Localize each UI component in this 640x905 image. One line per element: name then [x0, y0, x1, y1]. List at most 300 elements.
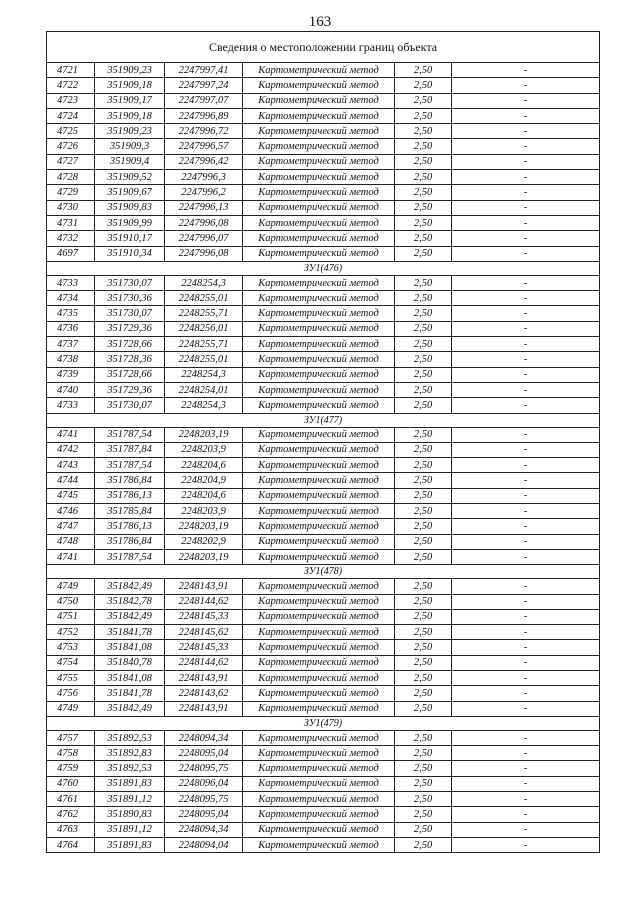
section-label: ЗУ1(479) — [47, 716, 600, 730]
table-row — [47, 792, 600, 807]
accuracy-cell: 2,50 — [395, 579, 452, 594]
coord-y: 2247996,72 — [165, 124, 243, 139]
coord-y: 2248143,91 — [165, 670, 243, 685]
coord-y: 2248204,9 — [165, 473, 243, 488]
method-cell: Картометрический метод — [243, 154, 395, 169]
point-number: 4764 — [47, 837, 95, 852]
coord-y: 2248094,04 — [165, 837, 243, 852]
coord-x: 351909,67 — [95, 185, 165, 200]
table-row — [47, 686, 600, 701]
coord-y: 2247996,3 — [165, 170, 243, 185]
dash-cell: - — [452, 594, 600, 609]
coord-y: 2248145,33 — [165, 609, 243, 624]
coord-x: 351786,13 — [95, 488, 165, 503]
point-number: 4733 — [47, 275, 95, 290]
dash-cell: - — [452, 549, 600, 564]
coord-y: 2247996,2 — [165, 185, 243, 200]
coord-y: 2247996,42 — [165, 154, 243, 169]
coord-y: 2248145,33 — [165, 640, 243, 655]
coord-y: 2248254,3 — [165, 398, 243, 413]
method-cell: Картометрический метод — [243, 549, 395, 564]
point-number: 4732 — [47, 231, 95, 246]
accuracy-cell: 2,50 — [395, 275, 452, 290]
coord-y: 2247996,13 — [165, 200, 243, 215]
accuracy-cell: 2,50 — [395, 398, 452, 413]
table-row — [47, 231, 600, 246]
accuracy-cell: 2,50 — [395, 337, 452, 352]
dash-cell: - — [452, 246, 600, 261]
table-row — [47, 504, 600, 519]
coord-x: 351786,13 — [95, 519, 165, 534]
coord-y: 2248203,19 — [165, 519, 243, 534]
point-number: 4731 — [47, 215, 95, 230]
coord-x: 351728,66 — [95, 337, 165, 352]
boundary-table — [46, 31, 600, 853]
dash-cell: - — [452, 200, 600, 215]
point-number: 4741 — [47, 549, 95, 564]
coord-y: 2248203,9 — [165, 442, 243, 457]
coord-y: 2247997,41 — [165, 63, 243, 78]
table-row — [47, 458, 600, 473]
point-number: 4757 — [47, 730, 95, 745]
table-row — [47, 321, 600, 336]
table-row — [47, 776, 600, 791]
method-cell: Картометрический метод — [243, 792, 395, 807]
coord-x: 351787,54 — [95, 427, 165, 442]
accuracy-cell: 2,50 — [395, 519, 452, 534]
section-label: ЗУ1(478) — [47, 565, 600, 579]
accuracy-cell: 2,50 — [395, 200, 452, 215]
coord-x: 351787,54 — [95, 549, 165, 564]
table-row — [47, 382, 600, 397]
table-row — [47, 655, 600, 670]
method-cell: Картометрический метод — [243, 124, 395, 139]
point-number: 4743 — [47, 458, 95, 473]
point-number: 4749 — [47, 701, 95, 716]
table-row — [47, 701, 600, 716]
dash-cell: - — [452, 215, 600, 230]
table-row — [47, 579, 600, 594]
method-cell: Картометрический метод — [243, 655, 395, 670]
coord-y: 2248095,75 — [165, 761, 243, 776]
coord-y: 2248255,71 — [165, 337, 243, 352]
accuracy-cell: 2,50 — [395, 746, 452, 761]
table-row — [47, 139, 600, 154]
coord-x: 351892,83 — [95, 746, 165, 761]
table-row — [47, 427, 600, 442]
table-row — [47, 746, 600, 761]
coord-y: 2248095,04 — [165, 807, 243, 822]
accuracy-cell: 2,50 — [395, 291, 452, 306]
coord-x: 351841,78 — [95, 625, 165, 640]
coord-x: 351891,12 — [95, 792, 165, 807]
method-cell: Картометрический метод — [243, 519, 395, 534]
dash-cell: - — [452, 670, 600, 685]
method-cell: Картометрический метод — [243, 321, 395, 336]
dash-cell: - — [452, 488, 600, 503]
table-title: Сведения о местоположении границ объекта — [47, 32, 600, 63]
table-row — [47, 154, 600, 169]
dash-cell: - — [452, 792, 600, 807]
accuracy-cell: 2,50 — [395, 473, 452, 488]
method-cell: Картометрический метод — [243, 63, 395, 78]
table-row — [47, 367, 600, 382]
coord-y: 2248095,04 — [165, 746, 243, 761]
coord-y: 2248096,04 — [165, 776, 243, 791]
method-cell: Картометрический метод — [243, 807, 395, 822]
coord-y: 2248203,19 — [165, 549, 243, 564]
point-number: 4753 — [47, 640, 95, 655]
point-number: 4760 — [47, 776, 95, 791]
method-cell: Картометрический метод — [243, 488, 395, 503]
dash-cell: - — [452, 701, 600, 716]
table-row — [47, 442, 600, 457]
dash-cell: - — [452, 579, 600, 594]
table-row — [47, 200, 600, 215]
method-cell: Картометрический метод — [243, 367, 395, 382]
table-row — [47, 640, 600, 655]
table-row — [47, 761, 600, 776]
accuracy-cell: 2,50 — [395, 761, 452, 776]
coord-y: 2248145,62 — [165, 625, 243, 640]
point-number: 4755 — [47, 670, 95, 685]
dash-cell: - — [452, 124, 600, 139]
point-number: 4737 — [47, 337, 95, 352]
point-number: 4744 — [47, 473, 95, 488]
dash-cell: - — [452, 609, 600, 624]
coord-x: 351909,52 — [95, 170, 165, 185]
dash-cell: - — [452, 154, 600, 169]
dash-cell: - — [452, 776, 600, 791]
method-cell: Картометрический метод — [243, 534, 395, 549]
accuracy-cell: 2,50 — [395, 701, 452, 716]
table-row — [47, 215, 600, 230]
coord-x: 351786,84 — [95, 534, 165, 549]
point-number: 4728 — [47, 170, 95, 185]
dash-cell: - — [452, 640, 600, 655]
table-row — [47, 78, 600, 93]
coord-y: 2247996,08 — [165, 246, 243, 261]
dash-cell: - — [452, 306, 600, 321]
point-number: 4761 — [47, 792, 95, 807]
point-number: 4740 — [47, 382, 95, 397]
dash-cell: - — [452, 473, 600, 488]
accuracy-cell: 2,50 — [395, 458, 452, 473]
point-number: 4727 — [47, 154, 95, 169]
coord-y: 2248204,6 — [165, 488, 243, 503]
section-row — [47, 565, 600, 579]
coord-x: 351785,84 — [95, 504, 165, 519]
table-row — [47, 534, 600, 549]
accuracy-cell: 2,50 — [395, 382, 452, 397]
table-row — [47, 670, 600, 685]
point-number: 4742 — [47, 442, 95, 457]
dash-cell: - — [452, 761, 600, 776]
coord-y: 2248144,62 — [165, 594, 243, 609]
accuracy-cell: 2,50 — [395, 822, 452, 837]
section-label: ЗУ1(476) — [47, 261, 600, 275]
method-cell: Картометрический метод — [243, 701, 395, 716]
section-label: ЗУ1(477) — [47, 413, 600, 427]
method-cell: Картометрический метод — [243, 822, 395, 837]
point-number: 4738 — [47, 352, 95, 367]
coord-y: 2248254,3 — [165, 275, 243, 290]
point-number: 4739 — [47, 367, 95, 382]
coord-y: 2248202,9 — [165, 534, 243, 549]
point-number: 4746 — [47, 504, 95, 519]
coord-x: 351909,18 — [95, 78, 165, 93]
coord-x: 351891,83 — [95, 776, 165, 791]
table-row — [47, 124, 600, 139]
method-cell: Картометрический метод — [243, 640, 395, 655]
coord-x: 351909,17 — [95, 93, 165, 108]
table-row — [47, 275, 600, 290]
dash-cell: - — [452, 442, 600, 457]
coord-x: 351787,84 — [95, 442, 165, 457]
accuracy-cell: 2,50 — [395, 837, 452, 852]
coord-x: 351841,78 — [95, 686, 165, 701]
accuracy-cell: 2,50 — [395, 640, 452, 655]
dash-cell: - — [452, 837, 600, 852]
dash-cell: - — [452, 534, 600, 549]
dash-cell: - — [452, 63, 600, 78]
dash-cell: - — [452, 807, 600, 822]
method-cell: Картометрический метод — [243, 776, 395, 791]
point-number: 4734 — [47, 291, 95, 306]
table-row — [47, 337, 600, 352]
table-row — [47, 352, 600, 367]
coord-y: 2248255,71 — [165, 306, 243, 321]
coord-y: 2248255,01 — [165, 291, 243, 306]
coord-x: 351842,78 — [95, 594, 165, 609]
coord-x: 351909,18 — [95, 108, 165, 123]
accuracy-cell: 2,50 — [395, 367, 452, 382]
dash-cell: - — [452, 398, 600, 413]
point-number: 4756 — [47, 686, 95, 701]
coord-x: 351841,08 — [95, 640, 165, 655]
table-row — [47, 625, 600, 640]
accuracy-cell: 2,50 — [395, 442, 452, 457]
point-number: 4726 — [47, 139, 95, 154]
point-number: 4733 — [47, 398, 95, 413]
method-cell: Картометрический метод — [243, 730, 395, 745]
accuracy-cell: 2,50 — [395, 78, 452, 93]
method-cell: Картометрический метод — [243, 291, 395, 306]
dash-cell: - — [452, 519, 600, 534]
coord-x: 351890,83 — [95, 807, 165, 822]
coord-x: 351840,78 — [95, 655, 165, 670]
method-cell: Картометрический метод — [243, 746, 395, 761]
point-number: 4730 — [47, 200, 95, 215]
coord-y: 2248143,91 — [165, 579, 243, 594]
method-cell: Картометрический метод — [243, 108, 395, 123]
coord-x: 351909,23 — [95, 63, 165, 78]
dash-cell: - — [452, 337, 600, 352]
dash-cell: - — [452, 382, 600, 397]
coord-x: 351842,49 — [95, 701, 165, 716]
dash-cell: - — [452, 367, 600, 382]
coord-x: 351892,53 — [95, 761, 165, 776]
dash-cell: - — [452, 504, 600, 519]
accuracy-cell: 2,50 — [395, 549, 452, 564]
point-number: 4741 — [47, 427, 95, 442]
dash-cell: - — [452, 275, 600, 290]
coord-x: 351842,49 — [95, 609, 165, 624]
method-cell: Картометрический метод — [243, 337, 395, 352]
coord-x: 351841,08 — [95, 670, 165, 685]
method-cell: Картометрический метод — [243, 670, 395, 685]
point-number: 4748 — [47, 534, 95, 549]
coord-y: 2248143,62 — [165, 686, 243, 701]
method-cell: Картометрический метод — [243, 78, 395, 93]
table-row — [47, 837, 600, 852]
table-row — [47, 108, 600, 123]
method-cell: Картометрический метод — [243, 504, 395, 519]
table-row — [47, 398, 600, 413]
accuracy-cell: 2,50 — [395, 594, 452, 609]
point-number: 4747 — [47, 519, 95, 534]
dash-cell: - — [452, 686, 600, 701]
dash-cell: - — [452, 746, 600, 761]
table-row — [47, 519, 600, 534]
coord-y: 2248254,01 — [165, 382, 243, 397]
coord-y: 2247997,07 — [165, 93, 243, 108]
method-cell: Картометрический метод — [243, 170, 395, 185]
accuracy-cell: 2,50 — [395, 655, 452, 670]
coord-y: 2248094,34 — [165, 730, 243, 745]
method-cell: Картометрический метод — [243, 139, 395, 154]
method-cell: Картометрический метод — [243, 215, 395, 230]
point-number: 4749 — [47, 579, 95, 594]
section-row — [47, 261, 600, 275]
dash-cell: - — [452, 352, 600, 367]
title-row — [47, 32, 600, 63]
point-number: 4725 — [47, 124, 95, 139]
dash-cell: - — [452, 108, 600, 123]
accuracy-cell: 2,50 — [395, 139, 452, 154]
point-number: 4758 — [47, 746, 95, 761]
point-number: 4763 — [47, 822, 95, 837]
coord-x: 351728,36 — [95, 352, 165, 367]
accuracy-cell: 2,50 — [395, 185, 452, 200]
method-cell: Картометрический метод — [243, 306, 395, 321]
dash-cell: - — [452, 730, 600, 745]
coord-x: 351910,17 — [95, 231, 165, 246]
dash-cell: - — [452, 291, 600, 306]
coord-x: 351909,23 — [95, 124, 165, 139]
coord-y: 2248143,91 — [165, 701, 243, 716]
dash-cell: - — [452, 185, 600, 200]
coord-y: 2248256,01 — [165, 321, 243, 336]
coord-x: 351892,53 — [95, 730, 165, 745]
point-number: 4752 — [47, 625, 95, 640]
method-cell: Картометрический метод — [243, 246, 395, 261]
coord-y: 2248095,75 — [165, 792, 243, 807]
coord-x: 351909,83 — [95, 200, 165, 215]
point-number: 4735 — [47, 306, 95, 321]
table-row — [47, 822, 600, 837]
coord-x: 351909,3 — [95, 139, 165, 154]
method-cell: Картометрический метод — [243, 686, 395, 701]
method-cell: Картометрический метод — [243, 382, 395, 397]
coord-x: 351728,66 — [95, 367, 165, 382]
accuracy-cell: 2,50 — [395, 625, 452, 640]
coord-y: 2247996,89 — [165, 108, 243, 123]
table-row — [47, 246, 600, 261]
section-row — [47, 716, 600, 730]
method-cell: Картометрический метод — [243, 93, 395, 108]
accuracy-cell: 2,50 — [395, 730, 452, 745]
coord-x: 351729,36 — [95, 321, 165, 336]
table-row — [47, 473, 600, 488]
coord-y: 2247996,07 — [165, 231, 243, 246]
accuracy-cell: 2,50 — [395, 93, 452, 108]
dash-cell: - — [452, 170, 600, 185]
method-cell: Картометрический метод — [243, 352, 395, 367]
coord-x: 351786,84 — [95, 473, 165, 488]
dash-cell: - — [452, 655, 600, 670]
accuracy-cell: 2,50 — [395, 670, 452, 685]
section-row — [47, 413, 600, 427]
accuracy-cell: 2,50 — [395, 488, 452, 503]
coord-x: 351891,83 — [95, 837, 165, 852]
accuracy-cell: 2,50 — [395, 63, 452, 78]
coord-y: 2247996,57 — [165, 139, 243, 154]
accuracy-cell: 2,50 — [395, 792, 452, 807]
method-cell: Картометрический метод — [243, 458, 395, 473]
dash-cell: - — [452, 78, 600, 93]
dash-cell: - — [452, 231, 600, 246]
method-cell: Картометрический метод — [243, 594, 395, 609]
method-cell: Картометрический метод — [243, 625, 395, 640]
method-cell: Картометрический метод — [243, 398, 395, 413]
coord-x: 351891,12 — [95, 822, 165, 837]
point-number: 4729 — [47, 185, 95, 200]
coord-y: 2247997,24 — [165, 78, 243, 93]
coord-y: 2247996,08 — [165, 215, 243, 230]
accuracy-cell: 2,50 — [395, 686, 452, 701]
method-cell: Картометрический метод — [243, 275, 395, 290]
point-number: 4722 — [47, 78, 95, 93]
coord-x: 351730,07 — [95, 398, 165, 413]
coord-x: 351909,99 — [95, 215, 165, 230]
dash-cell: - — [452, 93, 600, 108]
coord-x: 351842,49 — [95, 579, 165, 594]
accuracy-cell: 2,50 — [395, 246, 452, 261]
accuracy-cell: 2,50 — [395, 124, 452, 139]
coord-x: 351730,07 — [95, 306, 165, 321]
accuracy-cell: 2,50 — [395, 534, 452, 549]
point-number: 4754 — [47, 655, 95, 670]
table-row — [47, 609, 600, 624]
table-row — [47, 594, 600, 609]
dash-cell: - — [452, 625, 600, 640]
dash-cell: - — [452, 139, 600, 154]
point-number: 4724 — [47, 108, 95, 123]
table-row — [47, 93, 600, 108]
method-cell: Картометрический метод — [243, 761, 395, 776]
point-number: 4751 — [47, 609, 95, 624]
method-cell: Картометрический метод — [243, 473, 395, 488]
method-cell: Картометрический метод — [243, 579, 395, 594]
point-number: 4721 — [47, 63, 95, 78]
page-number: 163 — [308, 14, 332, 30]
dash-cell: - — [452, 458, 600, 473]
table-row — [47, 170, 600, 185]
coord-y: 2248204,6 — [165, 458, 243, 473]
accuracy-cell: 2,50 — [395, 504, 452, 519]
coord-x: 351910,34 — [95, 246, 165, 261]
